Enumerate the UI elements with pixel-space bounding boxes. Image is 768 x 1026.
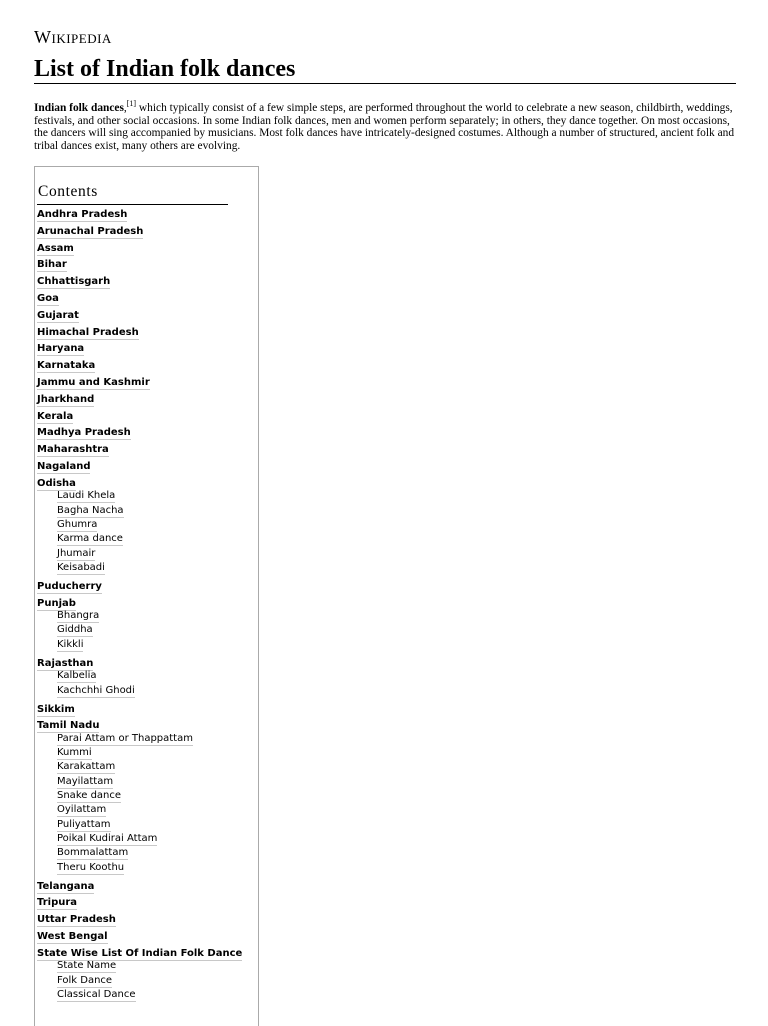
toc-section-link[interactable]: State Wise List Of Indian Folk Dance (37, 947, 243, 959)
toc-subsection-link[interactable]: Bagha Nacha (57, 504, 124, 516)
toc-subsection-link[interactable]: Snake dance (57, 790, 122, 801)
toc-section-link[interactable]: Uttar Pradesh (37, 914, 116, 926)
toc-section-link[interactable]: Chhattisgarh (37, 276, 111, 288)
toc-subsection-link[interactable]: Giddha (57, 624, 93, 636)
page-title: List of Indian folk dances (34, 56, 296, 82)
toc-subsection-link[interactable]: Kikkli (57, 638, 84, 650)
toc-subsection-link[interactable]: Keisabadi (57, 561, 105, 573)
toc-section-link[interactable]: Odisha (37, 477, 76, 489)
reference-link[interactable]: [1] (126, 99, 137, 108)
toc-section-link[interactable]: Arunachal Pradesh (37, 225, 144, 237)
toc-subsection-link[interactable]: Mayilattam (57, 775, 114, 787)
intro-lead-term: Indian folk dances (34, 102, 124, 114)
toc-subsection-link[interactable]: Oyilattam (57, 804, 107, 816)
toc-subsection-link[interactable]: Jhumair (57, 547, 96, 559)
toc-section-link[interactable]: Telangana (37, 880, 95, 892)
toc-section-link[interactable]: Karnataka (37, 360, 96, 372)
toc-section-link[interactable]: Jharkhand (37, 393, 95, 405)
toc-subsection-link[interactable]: Bommalattam (57, 847, 129, 859)
toc-subsection-link[interactable]: Poikal Kudirai Attam (57, 832, 158, 844)
toc-subsection-link[interactable]: Karakattam (57, 761, 116, 773)
toc-section-link[interactable]: Kerala (37, 410, 74, 422)
toc-section-link[interactable]: Himachal Pradesh (37, 326, 139, 338)
toc-subsection-link[interactable]: Theru Koothu (57, 861, 125, 873)
toc-subsection-link[interactable]: Kalbelia (57, 670, 97, 682)
toc-section-link[interactable]: Tripura (37, 897, 78, 909)
intro-paragraph: Indian folk dances,[1] which typically consist of a few simple steps, are performed throughout the world to celebrate a new season, childbirth, weddings, festivals, and other social occasions. In some Indian folk dances, men and women perform separately; in others, they dance together. On most occasions, the dancers will sing accompanied by musicians. Most folk dances have intricately-designed costumes. Although a number of structured, ancient folk and tribal dances exist, many others are evolving. (34, 99, 735, 152)
toc-section-link[interactable]: Assam (37, 242, 74, 254)
toc-section-link[interactable]: Sikkim (37, 703, 75, 715)
toc-title: Contents (38, 183, 98, 200)
toc-section-link[interactable]: Madhya Pradesh (37, 427, 131, 439)
toc-subsection-link[interactable]: Classical Dance (57, 988, 136, 1000)
toc-section-link[interactable]: Jammu and Kashmir (37, 377, 150, 388)
toc-subsection-link[interactable]: Bhangra (57, 610, 100, 622)
toc-section-link[interactable]: Tamil Nadu (37, 720, 100, 732)
toc-section-link[interactable]: Nagaland (37, 461, 91, 472)
wikipedia-wordmark[interactable] (34, 27, 112, 48)
toc-subsection-link[interactable]: Folk Dance (57, 974, 113, 986)
toc-section-link[interactable]: Gujarat (37, 309, 79, 321)
toc-subsection-link[interactable]: Kummi (57, 747, 92, 759)
toc-title-divider (37, 204, 228, 205)
toc-section-link[interactable]: Rajasthan (37, 657, 94, 669)
toc-subsection-link[interactable]: Karma dance (57, 533, 123, 545)
toc-subsection-link[interactable]: Laudi Khela (57, 490, 116, 502)
toc-section-link[interactable]: Puducherry (37, 580, 102, 592)
table-of-contents (34, 166, 259, 1026)
toc-section-link[interactable]: West Bengal (37, 930, 108, 942)
wordmark-text: Wikipedia (34, 27, 112, 47)
toc-subsection-link[interactable]: Ghumra (57, 518, 98, 530)
toc-section-link[interactable]: Bihar (37, 259, 67, 271)
toc-subsection-link[interactable]: Puliyattam (57, 818, 111, 830)
toc-subsection-link[interactable]: Parai Attam or Thappattam (57, 732, 193, 744)
toc-section-link[interactable]: Maharashtra (37, 444, 109, 456)
toc-section-link[interactable]: Haryana (37, 343, 85, 355)
intro-body-text: which typically consist of a few simple steps, are performed throughout the world to celebrate a new season, childbirth, weddings, festivals, and other social occasions. In some Indian folk dances, men and women perform separately; in others, they dance together. On most occasions, the dancers will sing accompanied by musicians. Most folk dances have intricately-designed costumes. Although a number of structured, ancient folk and tribal dances exist, many others are evolving. (34, 102, 735, 152)
toc-section-link[interactable]: Goa (37, 293, 59, 304)
toc-subsection-link[interactable]: Kachchhi Ghodi (57, 684, 135, 696)
title-divider (34, 83, 736, 84)
toc-subsection-link[interactable]: State Name (57, 960, 117, 972)
toc-section-link[interactable]: Andhra Pradesh (37, 209, 128, 220)
toc-section-link[interactable]: Punjab (37, 597, 76, 609)
